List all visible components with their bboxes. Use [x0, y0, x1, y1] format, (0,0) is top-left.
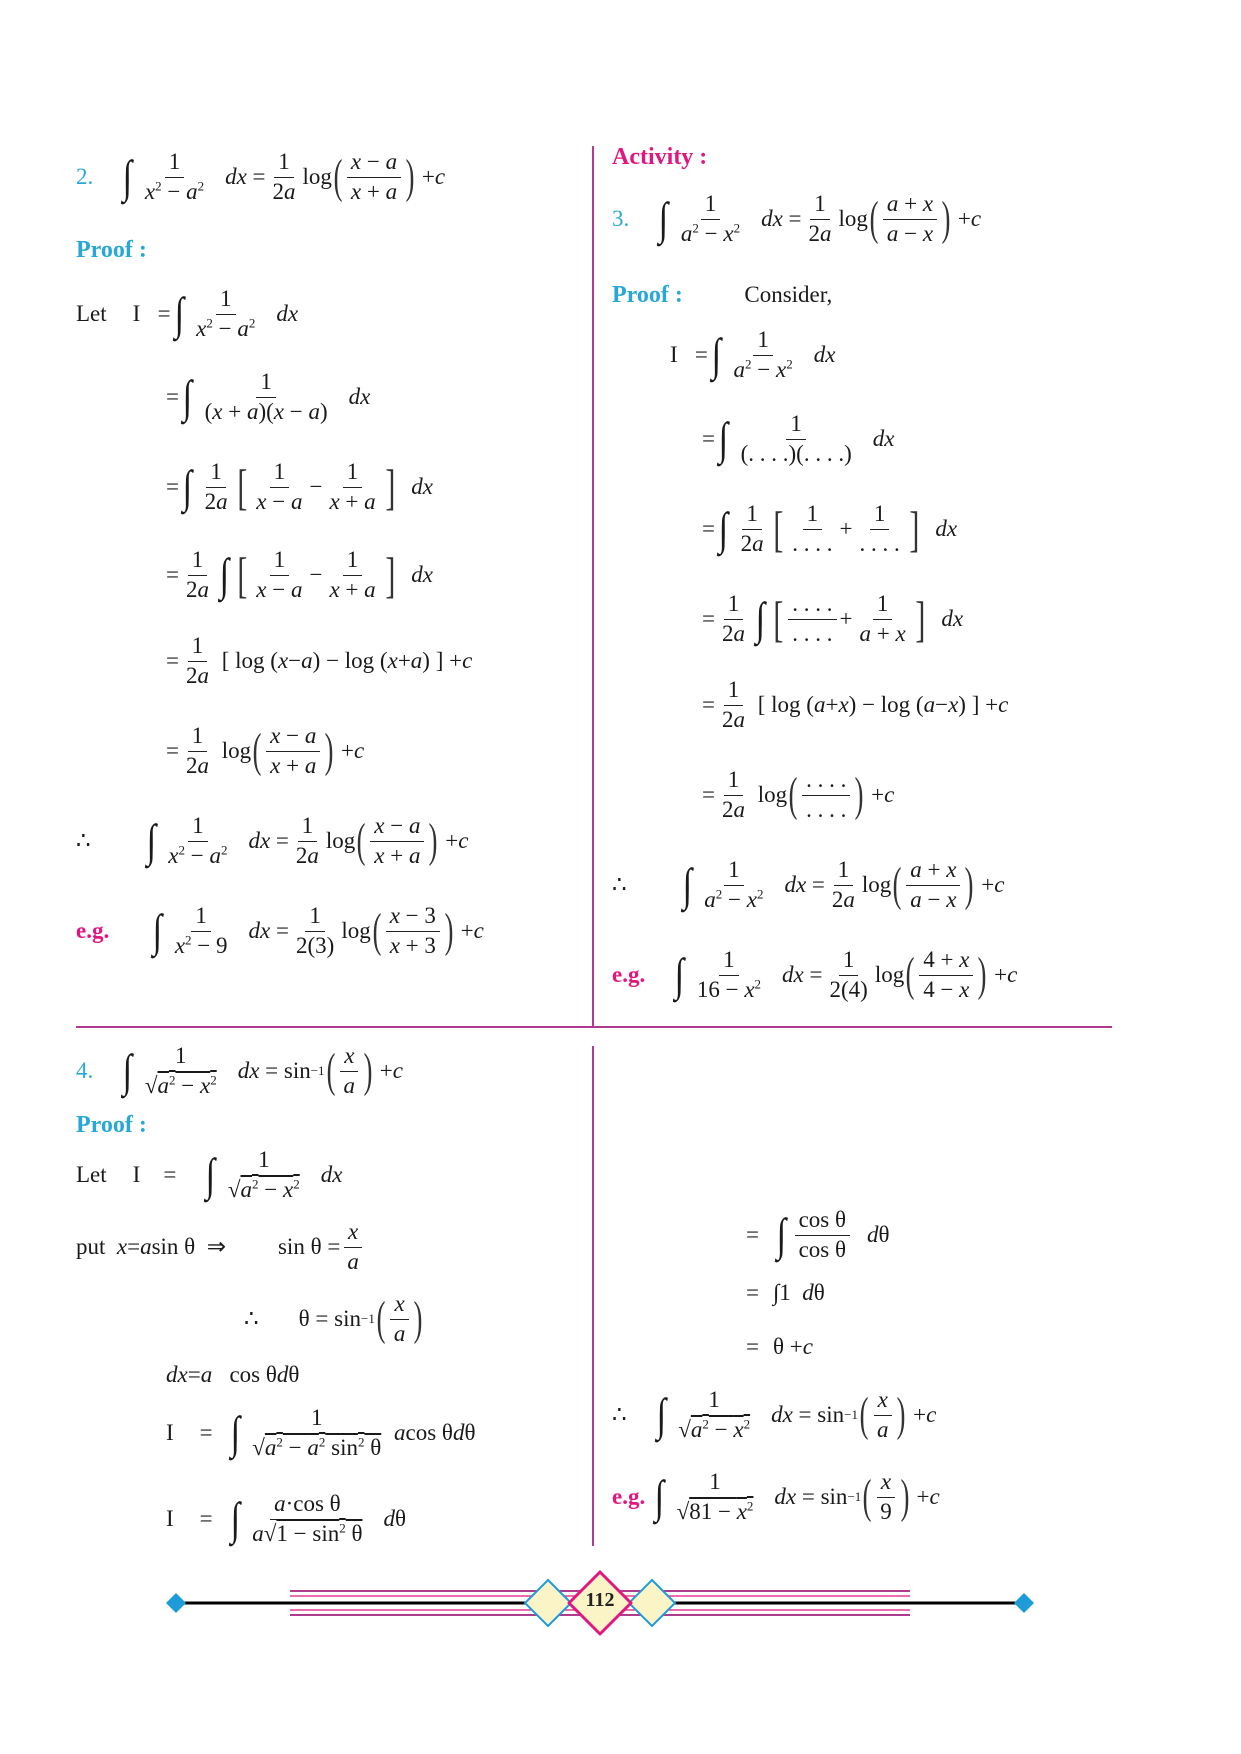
formula-4-statement: 4. ∫ $\frac{1}{√a^2 - x^2}$ dx = sin −1 ( $\frac{x}{a}$ ) + c — [76, 1043, 403, 1098]
example-2: e.g. ∫ $\frac{1}{x^2 - 9}$ dx = $\frac{1}{2(3)}$ log ( $\frac{x - 3}{x + 3}$ ) + c — [76, 903, 484, 958]
column-divider-top — [592, 146, 594, 1026]
proof2-step1: Let I = ∫ $\frac{1}{x^2 - a^2}$ dx — [76, 286, 299, 341]
proof3-step6: = $\frac{1}{2a}$ log ( $\frac{. . . .}{. . . .}$ ) + c — [702, 767, 895, 822]
therefore-symbol: ∴ — [612, 872, 627, 898]
activity-heading: Activity : — [612, 144, 708, 170]
proof4-dx: dx = a cos θ d θ — [166, 1362, 300, 1387]
proof3-conclusion: ∴ ∫ $\frac{1}{a^2 - x^2}$ dx = $\frac{1}{2a}$ log ( $\frac{a + x}{a - x}$ ) + c — [612, 857, 1005, 912]
page-number: 112 — [585, 1589, 615, 1611]
eg-label: e.g. — [612, 1484, 646, 1510]
proof4-step6: = θ + c — [746, 1334, 813, 1359]
proof3-step5: = $\frac{1}{2a}$ [ log ( a + x ) − log ( a − x ) ] + c — [702, 677, 1009, 732]
item-number-2: 2. — [76, 164, 94, 190]
proof4-step3: I = ∫ $\frac{\text{a·cos θ}}{a√1 - \sin^2 \theta}$ d θ — [166, 1491, 407, 1546]
proof3-heading-row — [612, 282, 832, 309]
proof2-step2: = ∫ $\frac{1}{(x + a)(x - a)}$ dx — [166, 369, 371, 424]
example-3: e.g. ∫ $\frac{1}{16 - x^2}$ dx = $\frac{1}{2(4)}$ log ( $\frac{4 + x}{4 - x}$ ) + c — [612, 947, 1018, 1002]
proof3-step4: = $\frac{1}{2a}$ ∫ [ $\frac{. . . .}{. . . .}$ + $\frac{1}{a + x}$ ] dx — [702, 591, 964, 648]
proof4-substitution: put x = a sin θ ⇒ sin θ = $\frac{x}{a}$ — [76, 1218, 366, 1277]
item-number-3: 3. — [612, 206, 630, 232]
therefore-symbol: ∴ — [612, 1402, 627, 1428]
formula-2-statement: 2. ∫ $\frac{1}{x^2 - a^2}$ dx = $\frac{1}{2a}$ log ( $\frac{x - a}{x + a}$ ) + c — [76, 149, 446, 204]
proof4-theta: ∴ θ = sin −1 ( $\frac{x}{a}$ ) — [244, 1291, 423, 1346]
proof2-step3: = ∫ $\frac{1}{2a}$ [ $\frac{1}{x - a}$ − $\frac{1}{x + a}$ ] dx — [166, 459, 434, 516]
column-divider-bottom — [592, 1046, 594, 1546]
section-divider — [76, 1026, 1112, 1028]
proof3-step3: = ∫ $\frac{1}{2a}$ [ $\frac{1}{. . . .}$ + $\frac{1}{. . . .}$ ] dx — [702, 501, 958, 558]
therefore-symbol: ∴ — [76, 828, 91, 854]
proof-heading-3: Proof : — [612, 282, 683, 308]
let-label: Let — [76, 301, 107, 327]
item-number-4: 4. — [76, 1058, 94, 1084]
example-4: e.g. ∫ $\frac{1}{√81 - x^2}$ dx = sin −1 ( $\frac{x}{9}$ ) + c — [612, 1469, 940, 1524]
proof4-step5: = ∫1 d θ — [746, 1280, 825, 1305]
proof4-step1: Let I = ∫ $\frac{1}{√a^2 - x^2}$ dx — [76, 1147, 343, 1202]
proof2-step6: = $\frac{1}{2a}$ log ( $\frac{x - a}{x + a}$ ) + c — [166, 723, 365, 778]
consider-label: Consider, — [744, 282, 833, 307]
therefore-symbol: ∴ — [244, 1306, 259, 1332]
proof-heading-2: Proof : — [76, 237, 147, 263]
proof4-step4: = ∫ $\frac{\text{cos θ}}{\text{cos θ}}$ d θ — [746, 1207, 890, 1262]
proof2-step5: = $\frac{1}{2a}$ [ log ( x − a ) − log ( x + a ) ] + c — [166, 633, 473, 688]
proof4-conclusion: ∴ ∫ $\frac{1}{√a^2 - x^2}$ dx = sin −1 ( $\frac{x}{a}$ ) + c — [612, 1387, 937, 1442]
proof2-conclusion: ∴ ∫ $\frac{1}{x^2 - a^2}$ dx = $\frac{1}{2a}$ log ( $\frac{x - a}{x + a}$ ) + c — [76, 813, 469, 868]
formula-3-statement: 3. ∫ $\frac{1}{a^2 - x^2}$ dx = $\frac{1}{2a}$ log ( $\frac{a + x}{a - x}$ ) + c — [612, 191, 982, 246]
proof3-step2: = ∫ $\frac{1}{(. . . .)(. . . .)}$ dx — [702, 411, 895, 466]
proof4-step2: I = ∫ $\frac{1}{√a^2 - a^2 \sin^2 \theta}$ a cos θ d θ — [166, 1405, 476, 1460]
let-label: Let — [76, 1162, 107, 1188]
eg-label: e.g. — [76, 918, 110, 944]
eg-label: e.g. — [612, 962, 646, 988]
put-label: put — [76, 1234, 106, 1260]
proof2-step4: = $\frac{1}{2a}$ ∫ [ $\frac{1}{x - a}$ − $\frac{1}{x + a}$ ] dx — [166, 547, 434, 604]
proof-heading-4: Proof : — [76, 1112, 147, 1138]
proof3-step1: I = ∫ $\frac{1}{a^2 - x^2}$ dx — [670, 327, 836, 382]
